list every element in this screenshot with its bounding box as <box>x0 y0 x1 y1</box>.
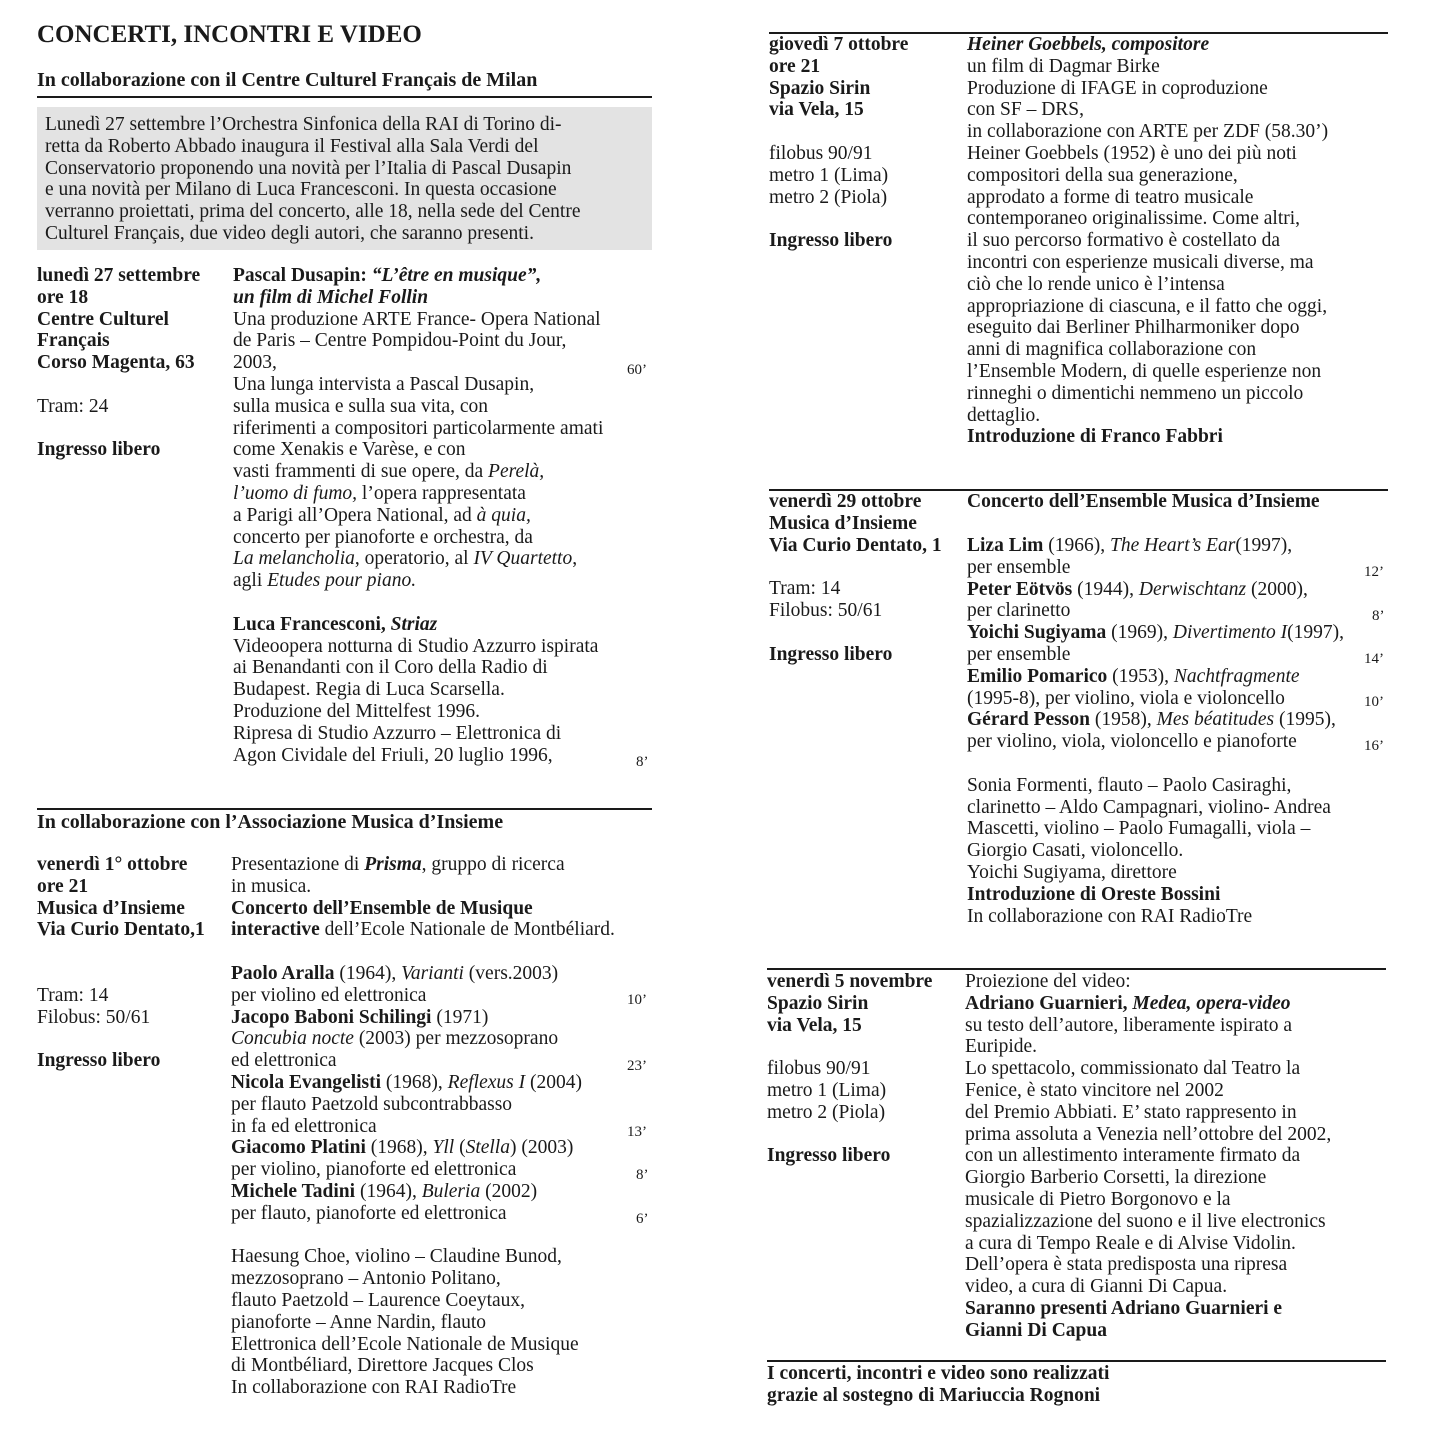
film-text: vasti frammenti di sue opere, da <box>233 461 489 483</box>
film-text: Produzione del Mittelfest 1996. <box>233 700 480 722</box>
event-venue: Français <box>37 330 110 352</box>
duration: 8’ <box>1372 608 1385 624</box>
work-instrumentation: in fa ed elettronica <box>231 1115 377 1137</box>
event3-info <box>769 34 908 252</box>
work-instrumentation: per flauto, pianoforte ed elettronica <box>231 1202 507 1224</box>
composer: Liza Lim <box>967 535 1044 556</box>
event-filobus: Filobus: 50/61 <box>769 599 883 621</box>
event-venue: Musica d’Insieme <box>37 897 185 919</box>
work-year: (1944), <box>1072 578 1139 600</box>
event-time: ore 21 <box>769 55 821 77</box>
work-year: (1964), <box>355 1180 422 1202</box>
film-text: appropriazione di ciascuna, e il fatto che oggi, <box>967 295 1328 317</box>
work-instrumentation: (1995-8), per violino, viola e violoncello <box>967 687 1285 709</box>
work-title: Derwischtanz <box>1138 578 1247 600</box>
work-instrumentation: per clarinetto <box>967 600 1071 622</box>
event-address: via Vela, 15 <box>769 99 864 121</box>
performers-line: di Montbéliard, Direttore Jacques Clos <box>231 1355 534 1377</box>
event-transport: filobus 90/91 <box>767 1058 871 1080</box>
film-text: come Xenakis e Varèse, e con <box>233 439 466 461</box>
work-year: (1966), <box>1043 535 1110 556</box>
performers-line: Sonia Formenti, flauto – Paolo Casiraghi, <box>967 774 1292 796</box>
film-text-italic: à quia, <box>476 504 531 526</box>
duration: 23’ <box>627 1058 647 1074</box>
event-entry: Ingresso libero <box>37 439 161 461</box>
event-entry: Ingresso libero <box>769 230 893 252</box>
event4-info <box>769 491 942 665</box>
film-text: il suo percorso formativo è costellato da <box>967 230 1280 252</box>
footer-line: grazie al sostegno di Mariuccia Rognoni <box>767 1384 1101 1406</box>
film-text: in collaborazione con ARTE per ZDF (58.30’) <box>967 121 1329 143</box>
event-address: Via Curio Dentato,1 <box>37 919 205 941</box>
duration: 6’ <box>636 1211 649 1227</box>
work-detail: (1997), <box>1235 535 1293 556</box>
event-transport: Tram: 24 <box>37 395 109 417</box>
work-detail: (2003) per mezzosoprano <box>353 1028 559 1050</box>
duration: 8’ <box>636 754 649 770</box>
work-detail: (2000), <box>1246 578 1308 600</box>
film-title-italic: “L’être en musique”, <box>371 265 542 286</box>
section2-heading: In collaborazione con l’Associazione Musica d’Insieme <box>37 811 504 833</box>
composer: Jacopo Baboni Schilingi <box>231 1006 432 1028</box>
work-instrumentation: per violino, viola, violoncello e pianoforte <box>967 731 1297 753</box>
composer: Peter Eötvös <box>967 578 1073 600</box>
film-text: incontri con esperienze musicali diverse, ma <box>967 251 1314 273</box>
composer: Michele Tadini <box>231 1180 356 1202</box>
section2-rule <box>37 808 652 810</box>
presence-note: Gianni Di Capua <box>965 1319 1107 1341</box>
composer: Giacomo Platini <box>231 1137 366 1159</box>
film-text: anni di magnifica collaborazione con <box>967 339 1257 361</box>
film-text: Budapest. Regia di Luca Scarsella. <box>233 679 505 701</box>
duration: 13’ <box>627 1124 647 1140</box>
work-instrumentation: per flauto Paetzold subcontrabbasso <box>231 1093 513 1115</box>
composer: Emilio Pomarico <box>967 665 1108 687</box>
film-text-italic: Etudes pour piano. <box>267 570 417 592</box>
video-text: a cura di Tempo Reale e di Alvise Vidolin. <box>965 1232 1296 1254</box>
event-filobus: Filobus: 50/61 <box>37 1006 151 1028</box>
work-instrumentation: per ensemble <box>967 556 1071 578</box>
film-text: agli <box>233 570 268 592</box>
film-text: contemporaneo originalissime. Come altri, <box>967 208 1301 230</box>
intro-text <box>45 114 581 245</box>
event-entry: Ingresso libero <box>767 1145 891 1167</box>
duration: 16’ <box>1364 738 1384 754</box>
film-title: Luca Francesconi, <box>233 613 391 635</box>
video-text: Lo spettacolo, commissionato dal Teatro la <box>965 1058 1301 1080</box>
performers-line: mezzosoprano – Antonio Politano, <box>231 1268 501 1290</box>
event-date: lunedì 27 settembre <box>37 265 201 286</box>
video-text: prima assoluta a Venezia nell’ottobre del 2002, <box>965 1123 1332 1145</box>
duration: 12’ <box>1364 564 1384 580</box>
work-year: (1969), <box>1106 622 1173 644</box>
work-detail: ) (2003) <box>509 1137 574 1159</box>
performers-line: clarinetto – Aldo Campagnari, violino- Andrea <box>967 796 1331 818</box>
concert-title: Concerto dell’Ensemble Musica d’Insieme <box>967 491 1320 512</box>
film-title: Pascal Dusapin: <box>233 265 372 286</box>
film-text: ciò che lo rende unico è l’intensa <box>967 273 1225 295</box>
intro-text: dell’Ecole Nationale de Montbéliard. <box>319 919 615 941</box>
film-text: a Parigi all’Opera National, ad <box>233 504 477 526</box>
event-address: via Vela, 15 <box>767 1014 862 1036</box>
intro-text: Presentazione di <box>231 854 365 875</box>
film-text: un film di Dagmar Birke <box>967 55 1160 77</box>
video-text: Giorgio Barberio Corsetti, la direzione <box>965 1167 1267 1189</box>
performers-line: Elettronica dell’Ecole Nationale de Musique <box>231 1333 579 1355</box>
event-date: venerdì 5 novembre <box>767 971 933 992</box>
event-date: venerdì 1° ottobre <box>37 854 188 875</box>
event5-details <box>965 971 1390 1342</box>
film-text: rinneghi o dimentichi nemmeno un piccolo <box>967 382 1304 404</box>
work-title: Reflexus I <box>447 1071 526 1093</box>
video-text: con un allestimento interamente firmato da <box>965 1145 1301 1167</box>
film-text: dettaglio. <box>967 404 1041 426</box>
event3-details <box>967 34 1387 448</box>
work-detail: (1995), <box>1274 709 1336 731</box>
event-venue: Spazio Sirin <box>767 992 869 1014</box>
video-text: Dell’opera è stata predisposta una ripresa <box>965 1254 1288 1276</box>
film-text: ai Benandanti con il Coro della Radio di <box>233 657 548 679</box>
film-text: 2003, <box>233 352 277 374</box>
video-pre: Proiezione del video: <box>965 971 1131 992</box>
work-title: Divertimento I <box>1172 622 1288 644</box>
work-detail: ( <box>454 1137 466 1159</box>
film-title: Heiner Goebbels, compositore <box>967 34 1210 55</box>
event-time: ore 18 <box>37 286 89 308</box>
event-venue: Centre Culturel <box>37 308 169 330</box>
event4-works <box>967 535 1387 927</box>
duration: 14’ <box>1364 651 1384 667</box>
intro-line: verranno proiettati, prima del concerto, alle 18, nella sede del Centre <box>45 201 581 223</box>
film-text: l’Ensemble Modern, di quelle esperienze non <box>967 360 1322 382</box>
event2-details <box>231 854 656 1399</box>
introduction-credit: Introduzione di Oreste Bossini <box>967 883 1221 905</box>
event-date: venerdì 29 ottobre <box>769 491 922 512</box>
work-title: Buleria <box>421 1180 481 1202</box>
composer: Gérard Pesson <box>967 709 1090 731</box>
performers-line: pianoforte – Anne Nardin, flauto <box>231 1311 487 1333</box>
intro-line: e una novità per Milano di Luca Francesconi. In questa occasione <box>45 179 557 201</box>
event4-details <box>967 491 1387 513</box>
event-venue: Spazio Sirin <box>769 77 871 99</box>
work-year: (1971) <box>431 1006 489 1028</box>
work-detail: (2004) <box>525 1071 582 1093</box>
film-text: con SF – DRS, <box>967 99 1085 121</box>
intro-text: in musica. <box>231 875 312 897</box>
film-text: eseguito dai Berliner Philharmoniker dopo <box>967 317 1300 339</box>
work-year: (1953), <box>1107 665 1174 687</box>
event-address: Corso Magenta, 63 <box>37 352 195 374</box>
video-text: Euripide. <box>965 1036 1038 1058</box>
film-text: , operatorio, al <box>354 548 474 570</box>
composer: Paolo Aralla <box>231 962 335 984</box>
film-text: de Paris – Centre Pompidou-Point du Jour, <box>233 330 567 352</box>
footer-rule <box>767 1360 1386 1362</box>
event-entry: Ingresso libero <box>769 643 893 665</box>
intro-line: Lunedì 27 settembre l’Orchestra Sinfonica della RAI di Torino di- <box>45 114 562 135</box>
film-text: approdato a forme di teatro musicale <box>967 186 1254 208</box>
work-title: Concubia nocte <box>231 1028 354 1050</box>
concert-title: Concerto dell’Ensemble de Musique <box>231 897 533 919</box>
film-text-italic: Perelà, <box>488 461 545 483</box>
duration: 8’ <box>636 1167 649 1183</box>
work-instrumentation: ed elettronica <box>231 1050 337 1072</box>
event2-info <box>37 854 205 1072</box>
video-text: Fenice, è stato vincitore nel 2002 <box>965 1079 1224 1101</box>
duration: 10’ <box>1364 694 1384 710</box>
section1-heading: In collaborazione con il Centre Culturel Français de Milan <box>37 69 538 91</box>
collaboration-note: In collaborazione con RAI RadioTre <box>967 905 1253 927</box>
event-venue: Musica d’Insieme <box>769 512 917 534</box>
film-text: Videoopera notturna di Studio Azzurro ispirata <box>233 635 599 657</box>
film-text-italic: IV Quartetto <box>473 548 573 570</box>
work-detail: (1997), <box>1287 622 1344 644</box>
composer: Yoichi Sugiyama <box>967 622 1107 644</box>
composer: Nicola Evangelisti <box>231 1071 382 1093</box>
film-text: Ripresa di Studio Azzurro – Elettronica di <box>233 722 562 744</box>
work-year: (1968), <box>381 1071 448 1093</box>
film-subtitle: un film di Michel Follin <box>233 286 429 308</box>
work-detail: (2002) <box>480 1180 538 1202</box>
page-title: CONCERTI, INCONTRI E VIDEO <box>37 21 422 48</box>
film-text: Agon Cividale del Friuli, 20 luglio 1996, <box>233 744 553 766</box>
video-text: musicale di Pietro Borgonovo e la <box>965 1188 1231 1210</box>
event-transport: metro 2 (Piola) <box>767 1101 886 1123</box>
film-text: Heiner Goebbels (1952) è uno dei più noti <box>967 142 1297 164</box>
ensemble-name: Prisma <box>364 854 422 875</box>
event-time: ore 21 <box>37 875 89 897</box>
work-instrumentation: per violino ed elettronica <box>231 984 427 1006</box>
film-text: sulla musica e sulla sua vita, con <box>233 395 489 417</box>
work-instrumentation: per ensemble <box>967 643 1071 665</box>
video-text: del Premio Abbiati. E’ stato rappresento in <box>965 1101 1297 1123</box>
work-title: Mes béatitudes <box>1156 709 1275 731</box>
video-title-italic: Medea, opera-video <box>1132 992 1291 1014</box>
event-tram: Tram: 14 <box>769 578 841 600</box>
film-text: compositori della sua generazione, <box>967 164 1238 186</box>
work-instrumentation: per violino, pianoforte ed elettronica <box>231 1159 517 1181</box>
intro-line: Conservatorio proponendo una novità per l’Italia di Pascal Dusapin <box>45 157 572 179</box>
work-year: (1958), <box>1089 709 1157 731</box>
duration: 60’ <box>627 362 647 378</box>
footer <box>767 1363 1109 1407</box>
film-text: Una produzione ARTE France- Opera National <box>233 308 601 330</box>
event-address: Via Curio Dentato, 1 <box>769 534 942 556</box>
video-text: su testo dell’autore, liberamente ispirato a <box>965 1014 1293 1036</box>
film-title-italic: Striaz <box>390 613 438 635</box>
event-transport: metro 2 (Piola) <box>769 186 888 208</box>
introduction-credit: Introduzione di Franco Fabbri <box>967 426 1223 448</box>
film-text: l’opera rappresentata <box>357 482 526 504</box>
work-detail: (vers.2003) <box>463 962 559 984</box>
video-title: Adriano Guarnieri, <box>965 992 1133 1014</box>
work-title: Nachtfragmente <box>1173 665 1300 687</box>
film-text: riferimenti a compositori particolarmente amati <box>233 417 604 439</box>
work-title: Stella <box>465 1137 510 1159</box>
work-year: (1964), <box>334 962 402 984</box>
event-transport: metro 1 (Lima) <box>769 164 889 186</box>
intro-text: , gruppo di ricerca <box>421 854 565 875</box>
section5-rule <box>767 968 1386 970</box>
film-text: Una lunga intervista a Pascal Dusapin, <box>233 373 535 395</box>
performers-line: In collaborazione con RAI RadioTre <box>231 1377 517 1399</box>
section1-rule <box>37 96 652 98</box>
event-tram: Tram: 14 <box>37 984 109 1006</box>
intro-line: Culturel Français, due video degli autori, che saranno presenti. <box>45 222 534 244</box>
work-title: Yll <box>432 1137 455 1159</box>
film-text-italic: l’uomo di fumo, <box>233 482 358 504</box>
film-text: Produzione di IFAGE in coproduzione <box>967 77 1268 99</box>
work-title: The Heart’s Ear <box>1110 535 1236 556</box>
video-text: video, a cura di Gianni Di Capua. <box>965 1276 1228 1298</box>
film-text-italic: La melancholia <box>233 548 355 570</box>
film-text: concerto per pianoforte e orchestra, da <box>233 526 533 548</box>
performers-line: Giorgio Casati, violoncello. <box>967 840 1184 862</box>
performers-line: Yoichi Sugiyama, direttore <box>967 861 1177 883</box>
performers-line: Mascetti, violino – Paolo Fumagalli, viola – <box>967 818 1311 840</box>
footer-line: I concerti, incontri e video sono realizzati <box>767 1363 1110 1384</box>
event-transport: filobus 90/91 <box>769 142 873 164</box>
video-text: spazializzazione del suono e il live electronics <box>965 1210 1326 1232</box>
event-date: giovedì 7 ottobre <box>769 34 909 55</box>
performers-line: flauto Paetzold – Laurence Coeytaux, <box>231 1289 526 1311</box>
presence-note: Saranno presenti Adriano Guarnieri e <box>965 1297 1283 1319</box>
performers-line: Haesung Choe, violino – Claudine Bunod, <box>231 1246 562 1268</box>
event1-info <box>37 265 200 461</box>
intro-line: retta da Roberto Abbado inaugura il Festival alla Sala Verdi del <box>45 135 539 157</box>
concert-title: interactive <box>231 919 320 941</box>
event-entry: Ingresso libero <box>37 1050 161 1072</box>
event1-details <box>233 265 653 766</box>
duration: 10’ <box>627 992 647 1008</box>
event5-info <box>767 971 932 1167</box>
film-text: , <box>572 548 578 570</box>
event-transport: metro 1 (Lima) <box>767 1079 887 1101</box>
work-title: Varianti <box>401 962 464 984</box>
work-year: (1968), <box>365 1137 433 1159</box>
